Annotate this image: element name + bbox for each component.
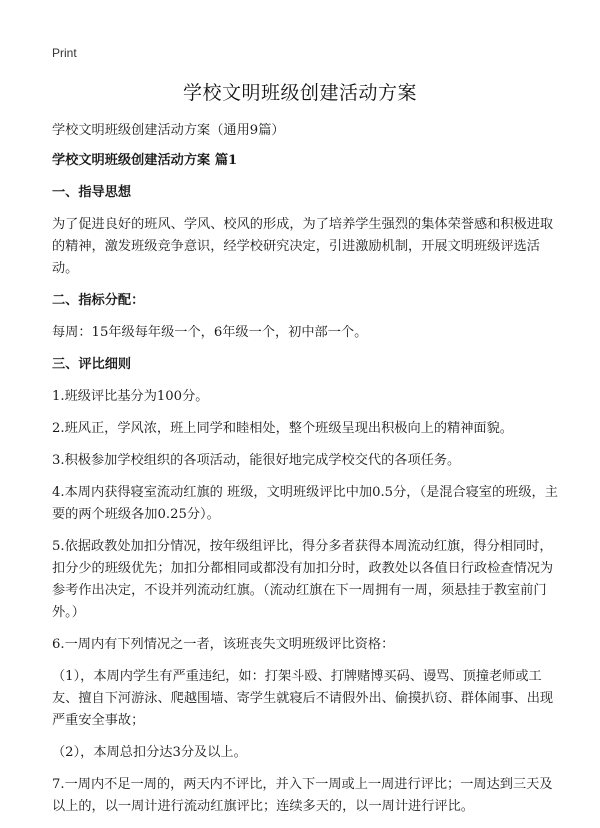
paragraph: 5.依据政教处加扣分情况，按年级组评比，得分多者获得本周流动红旗，得分相同时，扣分少的班级优先；加扣分都相同或都没有加扣分时，政教处以各值日行政检查情况为参考作出决定，不设并列流动红旗。（流动红旗在下一周拥有一周，须悬挂于教室前门外。） bbox=[52, 539, 554, 620]
paragraph: 1.班级评比基分为100分。 bbox=[52, 389, 209, 404]
part-title: 学校文明班级创建活动方案 篇1 bbox=[52, 153, 238, 168]
paragraph: （2），本周总扣分达3分及以上。 bbox=[52, 745, 247, 760]
document-body bbox=[52, 120, 558, 828]
paragraph: 6.一周内有下列情况之一者，该班丧失文明班级评比资格： bbox=[52, 637, 395, 652]
section-heading-rules: 三、评比细则 bbox=[52, 357, 132, 372]
section-heading-guiding-ideology: 一、指导思想 bbox=[52, 185, 132, 200]
paragraph: 3.积极参加学校组织的各项活动，能很好地完成学校交代的各项任务。 bbox=[52, 453, 461, 468]
paragraph: 每周：15年级每年级一个，6年级一个，初中部一个。 bbox=[52, 325, 368, 340]
section-heading-quota: 二、指标分配： bbox=[52, 293, 145, 308]
document-title: 学校文明班级创建活动方案 bbox=[182, 82, 417, 104]
print-link[interactable]: Print bbox=[52, 46, 77, 60]
document-subtitle: 学校文明班级创建活动方案（通用9篇） bbox=[52, 123, 285, 138]
paragraph: 7.一周内不足一周的，两天内不评比，并入下一周或上一周进行评比；一周达到三天及以上的，以一周计进行流动红旗评比；连续多天的，以一周计进行评比。 bbox=[52, 777, 553, 814]
paragraph: 为了促进良好的班风、学风、校风的形成，为了培养学生强烈的集体荣誉感和积极进取的精神，激发班级竞争意识，经学校研究决定，引进激励机制，开展文明班级评选活动。 bbox=[52, 217, 554, 276]
paragraph: 2.班风正，学风浓，班上同学和睦相处，整个班级呈现出积极向上的精神面貌。 bbox=[52, 421, 513, 436]
paragraph: （1），本周内学生有严重违纪，如：打架斗殴、打牌赌博买码、谩骂、顶撞老师或工友、擅自下河游泳、爬越围墙、寄学生就寝后不请假外出、偷摸扒窃、群体闹事、出现严重安全事故； bbox=[52, 669, 554, 728]
paragraph: 4.本周内获得寝室流动红旗的 班级，文明班级评比中加0.5分，（是混合寝室的班级，主要的两个班级各加0.25分）。 bbox=[52, 485, 558, 522]
